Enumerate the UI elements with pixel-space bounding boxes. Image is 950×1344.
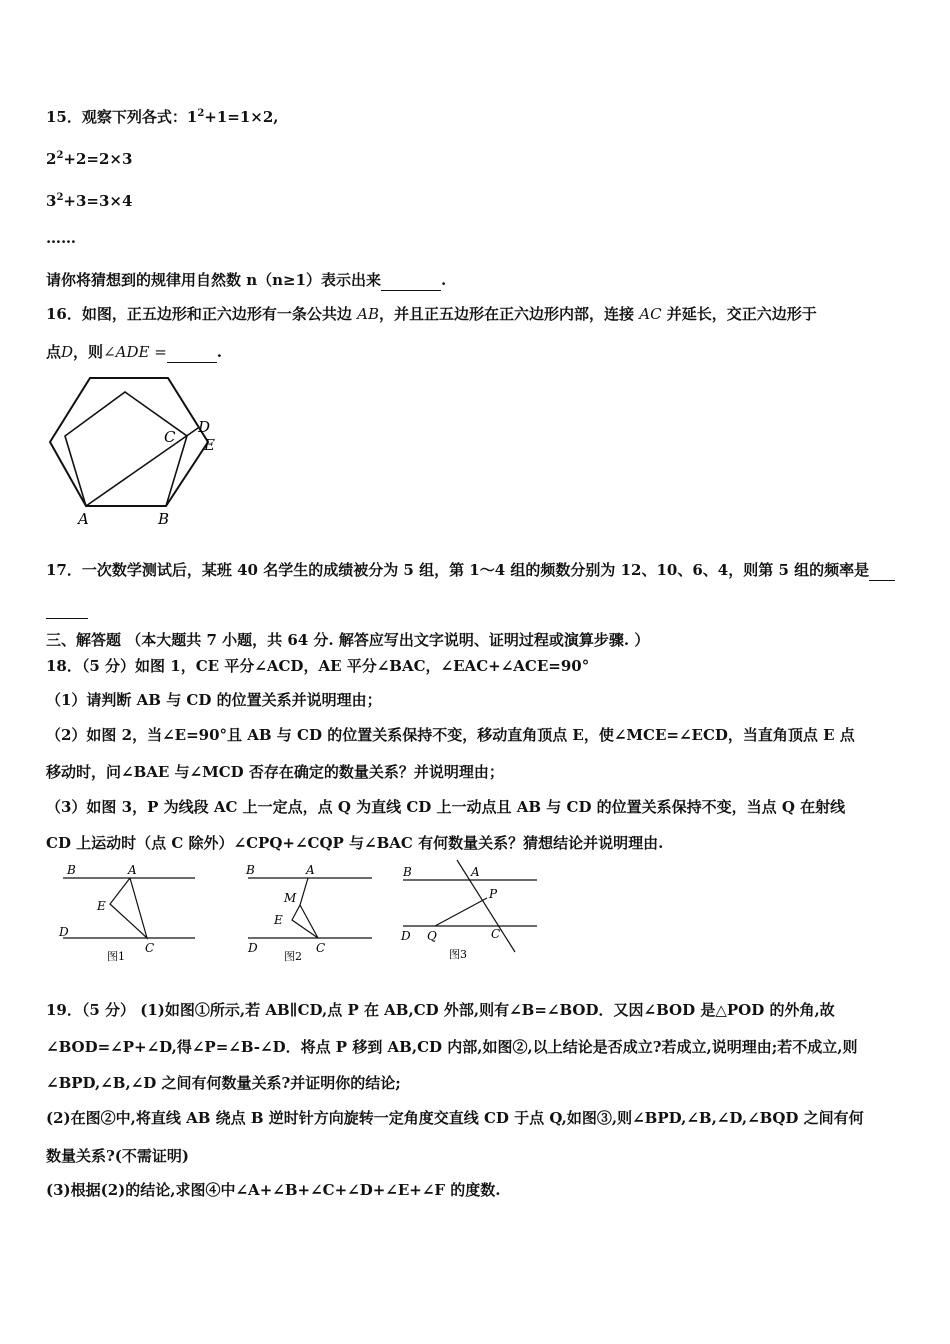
label-e: E (97, 899, 106, 913)
label-e: E (274, 913, 283, 927)
q17-line2 (46, 598, 88, 619)
label-a: A (78, 510, 89, 528)
caption: 图1 (107, 950, 125, 963)
q19-line4: (2)在图②中,将直线 AB 绕点 B 逆时针方向旋转一定角度交直线 CD 于点 Q,如图③,则∠BPD,∠B,∠D,∠BQD 之间有何 (46, 1109, 864, 1127)
q16-text-e: ，则 (73, 343, 104, 361)
path-amec (292, 878, 318, 938)
label-a: A (128, 863, 137, 877)
q18-figure-1 (55, 860, 205, 965)
q16-answer-blank (167, 342, 217, 363)
q15-eq2-base: 2 (46, 150, 57, 168)
caption: 图2 (284, 950, 302, 963)
label-e: E (204, 436, 215, 454)
triangle-aec (110, 878, 147, 938)
q16-text-c: 并延长，交正六边形于 (666, 305, 817, 323)
q16-line1 (46, 304, 817, 324)
q16-text-a: 16．如图，正五边形和正六边形有一条公共边 (46, 305, 352, 323)
q16-line2 (46, 342, 222, 363)
q18-line2: （1）请判断 AB 与 CD 的位置关系并说明理由； (46, 691, 382, 709)
label-b: B (403, 865, 412, 879)
label-a: A (471, 865, 480, 879)
label-a: A (306, 863, 315, 877)
q17-answer-blank-a (869, 560, 895, 581)
q16-end: . (216, 343, 223, 361)
q15-line2 (46, 146, 132, 169)
label-d: D (248, 941, 258, 955)
line-mc (300, 905, 318, 938)
q19-line3: ∠BPD,∠B,∠D 之间有何数量关系?并证明你的结论; (46, 1074, 401, 1092)
q15-eq3-exp: 2 (56, 192, 64, 203)
q15-eq3-base: 3 (46, 192, 57, 210)
q18-line6: CD 上运动时（点 C 除外）∠CPQ+∠CQP 与∠BAC 有何数量关系？猜想结论并说明理由. (46, 834, 664, 852)
label-b: B (67, 863, 76, 877)
q18-line1: 18．（5 分）如图 1，CE 平分∠ACD，AE 平分∠BAC，∠EAC+∠ACE=90° (46, 657, 590, 675)
label-p: P (489, 887, 498, 901)
section3-title: 三、解答题 （本大题共 7 小题，共 64 分. 解答应写出文字说明、证明过程或演算步骤. ） (46, 631, 650, 649)
q16-angle: ∠ADE = (103, 343, 167, 361)
q19-line6: (3)根据(2)的结论,求图④中∠A+∠B+∠C+∠D+∠E+∠F 的度数. (46, 1181, 501, 1199)
q15-line5 (46, 270, 446, 291)
label-m: M (284, 891, 297, 905)
q15-dots: …… (46, 229, 76, 247)
q19-line1: 19．（5 分） (1)如图①所示,若 AB∥CD,点 P 在 AB,CD 外部,则有∠B=∠BOD．又因∠BOD 是△POD 的外角,故 (46, 1001, 835, 1019)
q16-text-d: 点 (46, 343, 62, 361)
q17-line1 (46, 560, 895, 581)
q19-line2: ∠BOD=∠P+∠D,得∠P=∠B-∠D．将点 P 移到 AB,CD 内部,如图②,以上结论是否成立?若成立,说明理由;若不成立,则 (46, 1038, 858, 1056)
q15-prompt: 请你将猜想到的规律用自然数 n（n≥1）表示出来 (46, 271, 382, 289)
q18-line5: （3）如图 3，P 为线段 AC 上一定点，点 Q 为直线 CD 上一动点且 AB 与 CD 的位置关系保持不变，当点 Q 在射线 (46, 798, 846, 816)
label-d: D (59, 925, 69, 939)
label-c: C (316, 941, 326, 955)
q15-line1 (46, 104, 279, 127)
label-d: D (198, 418, 211, 436)
label-q: Q (427, 929, 437, 943)
q16-var-ab: AB (357, 305, 379, 323)
q18-figure-3 (395, 858, 555, 968)
label-b: B (158, 510, 170, 528)
q15-eq3-rest: +3=3×4 (63, 192, 133, 210)
q15-intro: 15．观察下列各式： (46, 108, 187, 126)
q15-eq1-base: 1 (186, 108, 198, 126)
q17-text: 17．一次数学测试后，某班 40 名学生的成绩被分为 5 组，第 1～4 组的频数分别为 12、10、6、4，则第 5 组的频率是 (46, 561, 870, 579)
line-ac (457, 860, 515, 952)
q15-line3 (46, 188, 132, 211)
label-b: B (246, 863, 255, 877)
q15-eq2-rest: +2=2×3 (63, 150, 133, 168)
caption: 图3 (449, 948, 467, 961)
q16-var-ac: AC (639, 305, 662, 323)
q18-figure-2 (240, 860, 390, 965)
label-d: D (401, 929, 411, 943)
hexagon (50, 378, 211, 506)
q17-answer-blank-b (46, 598, 88, 619)
label-c: C (164, 428, 176, 446)
q18-line3: （2）如图 2，当∠E=90°且 AB 与 CD 的位置关系保持不变，移动直角顶点 E，使∠MCE=∠ECD，当直角顶点 E 点 (46, 726, 855, 744)
q16-figure (40, 370, 240, 530)
q19-line5: 数量关系?(不需证明) (46, 1147, 189, 1165)
line-pq (435, 898, 487, 926)
q15-eq1-exp: 2 (197, 108, 205, 119)
q15-end: . (441, 271, 447, 289)
q16-var-d: D (61, 343, 74, 361)
label-c: C (145, 941, 155, 955)
q15-eq1-rest: +1=1×2, (204, 108, 279, 126)
q15-answer-blank (381, 270, 441, 291)
q15-eq2-exp: 2 (56, 150, 64, 161)
q18-line4: 移动时，问∠BAE 与∠MCD 否存在确定的数量关系？并说明理由； (46, 763, 504, 781)
q16-text-b: ，并且正五边形在正六边形内部，连接 (378, 305, 634, 323)
label-c: C (491, 927, 501, 941)
line-ad (86, 428, 198, 506)
